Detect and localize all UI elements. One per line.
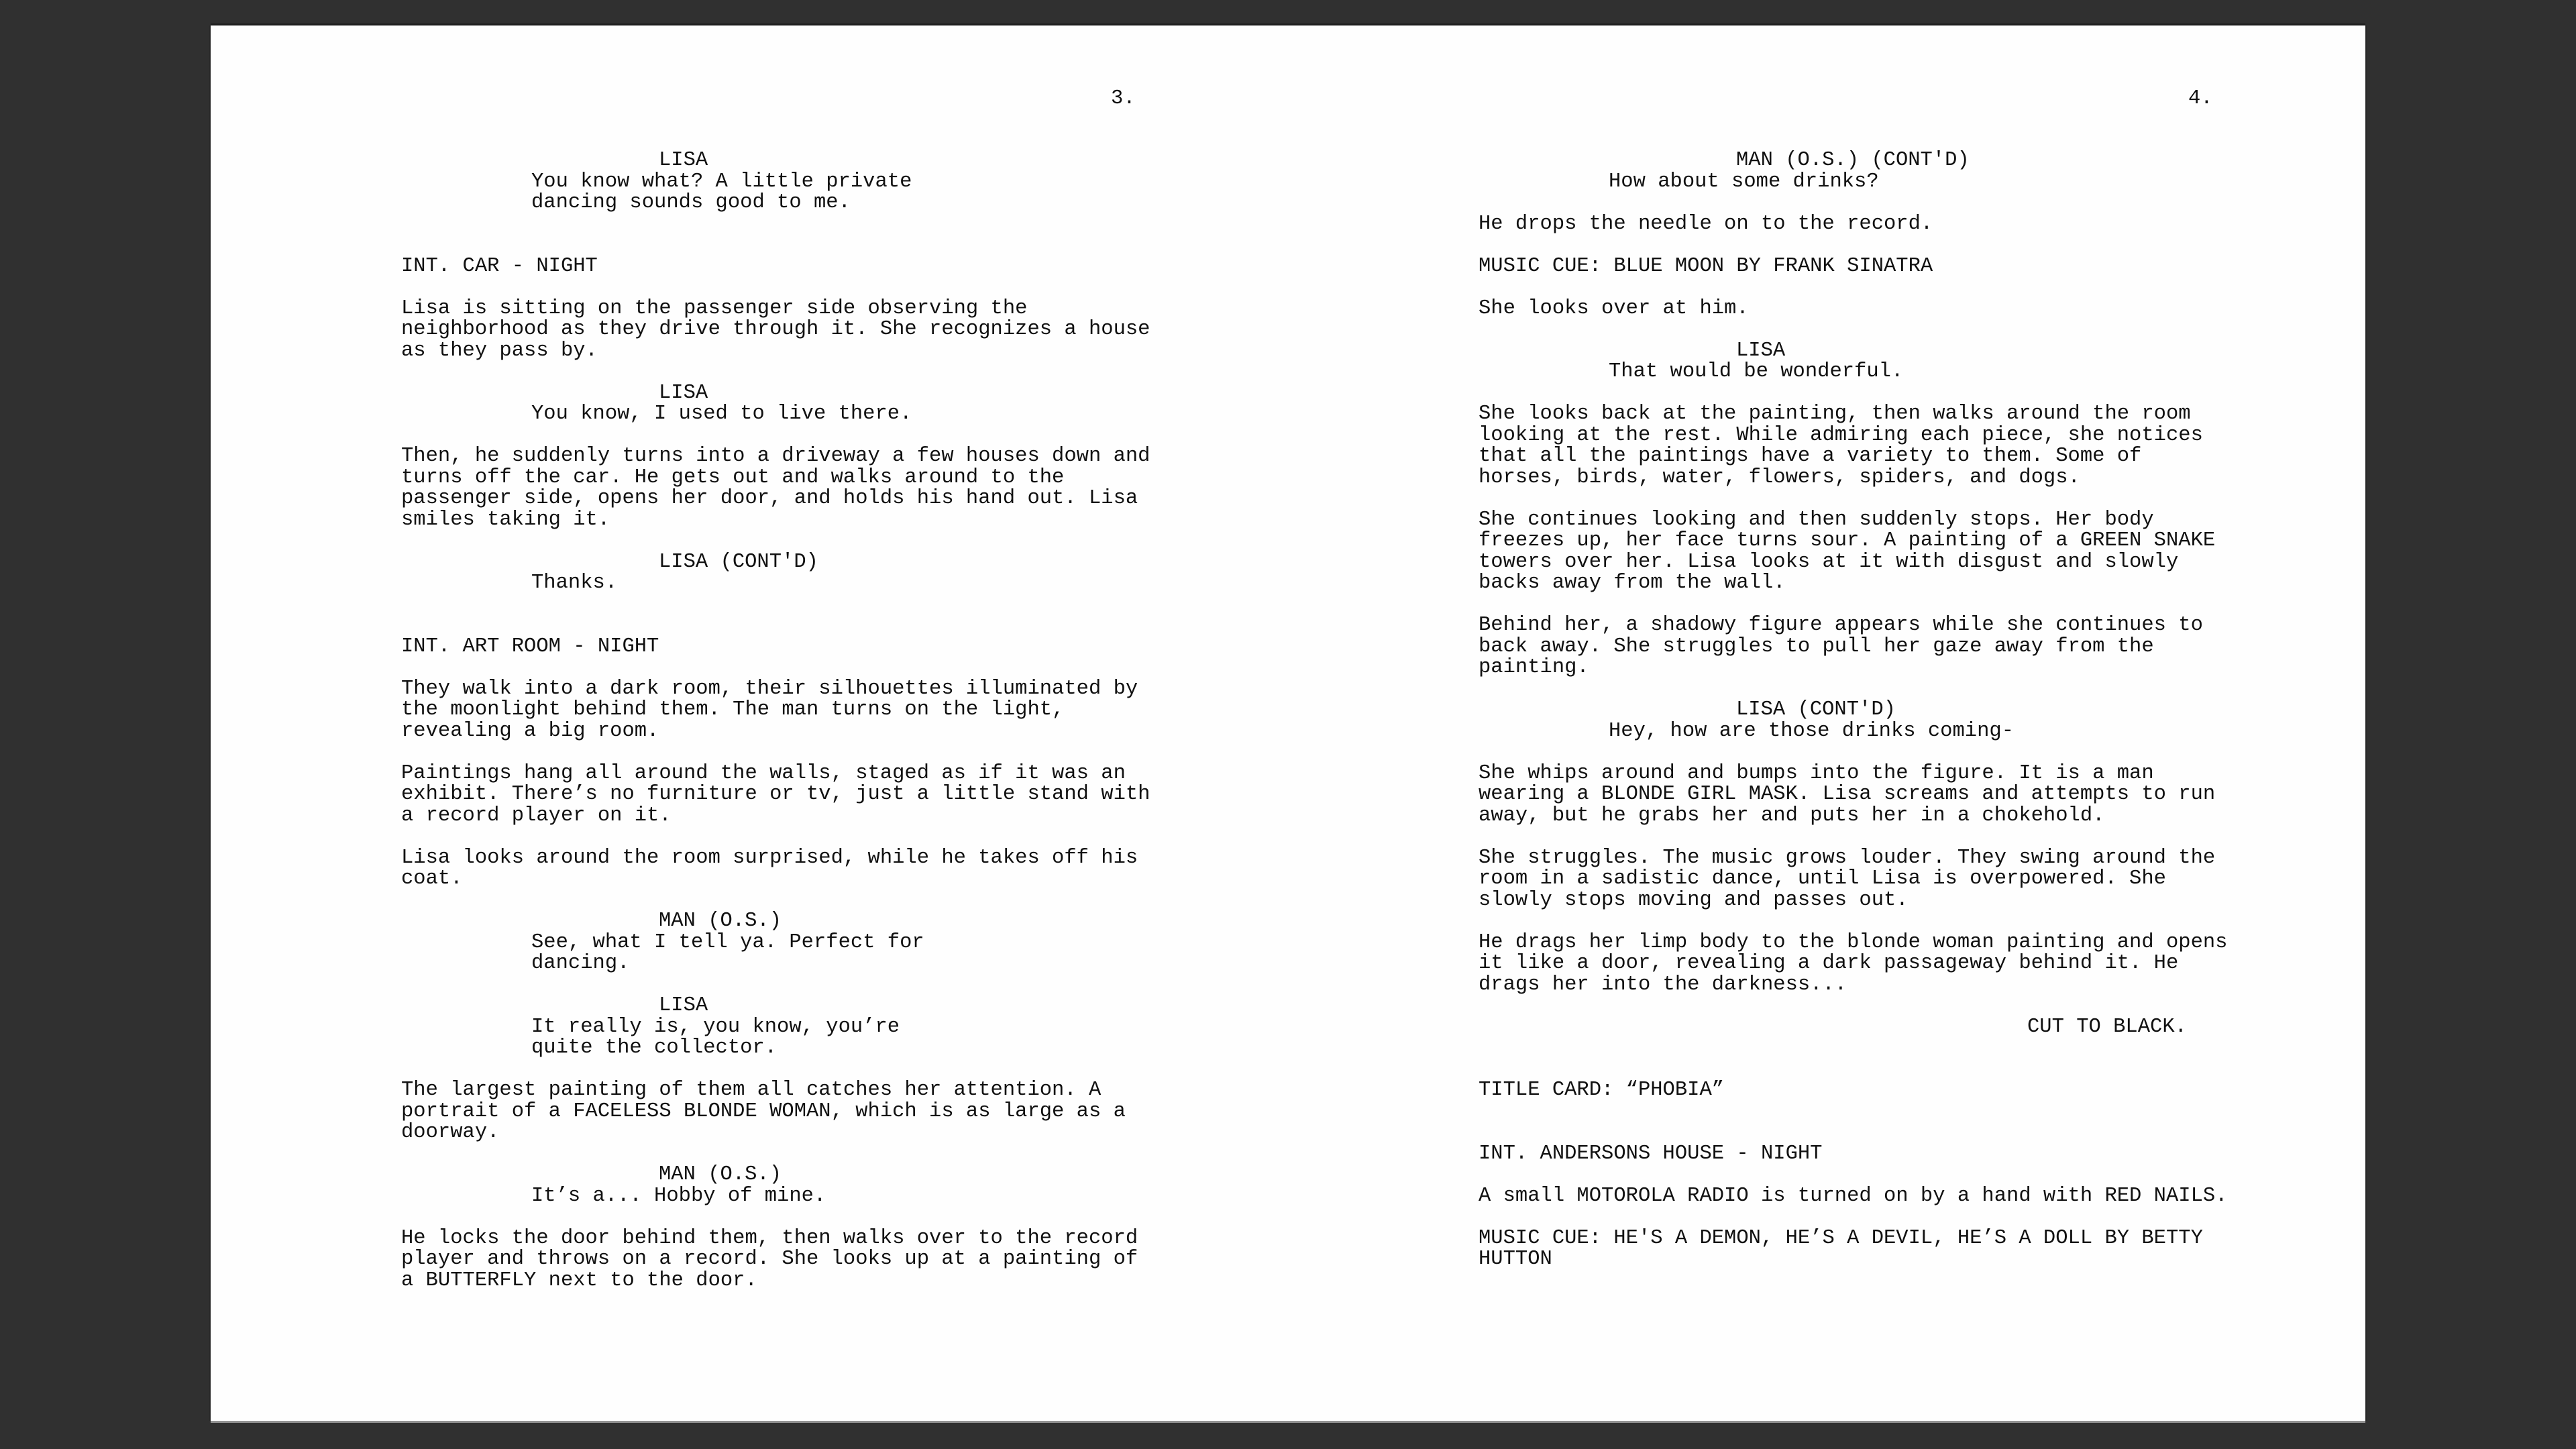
action-block	[1288, 763, 2365, 827]
action-line: A small MOTOROLA RADIO is turned on by a hand with RED NAILS.	[1479, 1184, 2228, 1208]
page-number: 4.	[2188, 87, 2213, 110]
dialogue-block	[211, 996, 1288, 1059]
action-line: drags her into the darkness...	[1479, 973, 1847, 996]
action-line: looking at the rest. While admiring each piece, she notices	[1479, 423, 2203, 447]
action-line: Lisa is sitting on the passenger side observing the	[401, 297, 1028, 320]
action-line: He locks the door behind them, then walks over to the record	[401, 1226, 1138, 1250]
dialogue-block	[1288, 150, 2365, 193]
action-line: Behind her, a shadowy figure appears while she continues to	[1479, 614, 2203, 637]
action-line: She looks over at him.	[1479, 297, 1749, 320]
action-line: The largest painting of them all catches her attention. A	[401, 1079, 1102, 1102]
action-line: backs away from the wall.	[1479, 572, 1786, 594]
action-line: player and throws on a record. She looks up at a painting of	[401, 1248, 1138, 1271]
page-content	[211, 150, 1288, 1291]
action-line: away, but he grabs her and puts her in a chokehold.	[1479, 804, 2105, 827]
character-name: LISA	[659, 149, 708, 172]
dialogue-line: It’s a... Hobby of mine.	[531, 1184, 826, 1208]
action-line: the moonlight behind them. The man turns on the light,	[401, 698, 1065, 721]
action-line: as they pass by.	[401, 339, 598, 362]
dialogue-line: Thanks.	[531, 572, 618, 594]
dialogue-block	[211, 552, 1288, 594]
scene-heading: INT. ANDERSONS HOUSE - NIGHT	[1479, 1142, 1823, 1165]
action-line: She struggles. The music grows louder. They swing around the	[1479, 846, 2216, 869]
scene-block	[211, 637, 1288, 658]
transition: CUT TO BLACK.	[2027, 1015, 2187, 1038]
action-line: slowly stops moving and passes out.	[1479, 888, 1909, 912]
character-name: LISA	[1736, 339, 1786, 362]
action-line: room in a sadistic dance, until Lisa is overpowered. She	[1479, 867, 2166, 890]
action-block	[1288, 932, 2365, 996]
dialogue-block	[211, 150, 1288, 214]
dialogue-block	[1288, 341, 2365, 383]
action-line: freezes up, her face turns sour. A painting of a GREEN SNAKE	[1479, 529, 2216, 552]
action-line: it like a door, revealing a dark passageway behind it. He	[1479, 952, 2179, 975]
action-line: wearing a BLONDE GIRL MASK. Lisa screams and attempts to run	[1479, 783, 2216, 806]
action-line: They walk into a dark room, their silhouettes illuminated by	[401, 677, 1138, 700]
action-line: MUSIC CUE: BLUE MOON BY FRANK SINATRA	[1479, 254, 1933, 278]
action-block	[211, 1228, 1288, 1292]
action-line: Then, he suddenly turns into a driveway a few houses down and	[401, 445, 1150, 468]
dialogue-line: See, what I tell ya. Perfect for	[531, 930, 924, 954]
scene-heading: TITLE CARD: “PHOBIA”	[1479, 1079, 1725, 1102]
action-line: horses, birds, water, flowers, spiders, and dogs.	[1479, 466, 2080, 489]
action-block	[1288, 256, 2365, 278]
action-line: Paintings hang all around the walls, staged as if it was an	[401, 761, 1126, 785]
action-line: a record player on it.	[401, 804, 672, 827]
action-line: smiles taking it.	[401, 508, 610, 531]
dialogue-line: That would be wonderful.	[1609, 360, 1904, 383]
scene-block	[1288, 1080, 2365, 1102]
scene-heading: INT. ART ROOM - NIGHT	[401, 635, 659, 658]
action-block	[1288, 404, 2365, 488]
action-line: He drops the needle on to the record.	[1479, 212, 1933, 235]
action-line: doorway.	[401, 1121, 500, 1144]
action-block	[211, 848, 1288, 890]
dialogue-line: dancing.	[531, 952, 630, 975]
action-block	[211, 299, 1288, 362]
action-line: revealing a big room.	[401, 719, 659, 743]
page-number: 3.	[1111, 87, 1136, 110]
action-block	[1288, 615, 2365, 679]
dialogue-block	[211, 911, 1288, 975]
action-block	[211, 1080, 1288, 1144]
character-name: LISA	[659, 994, 708, 1017]
action-block	[211, 763, 1288, 827]
script-page-3	[211, 25, 1288, 1421]
scene-block	[1288, 1144, 2365, 1165]
action-block	[1288, 214, 2365, 235]
dialogue-line: You know, I used to live there.	[531, 402, 912, 425]
dialogue-line: How about some drinks?	[1609, 170, 1879, 193]
action-line: exhibit. There’s no furniture or tv, just a little stand with	[401, 783, 1150, 806]
dialogue-line: dancing sounds good to me.	[531, 191, 851, 214]
action-line: MUSIC CUE: HE'S A DEMON, HE’S A DEVIL, HE’S A DOLL BY BETTY	[1479, 1226, 2203, 1250]
action-line: Lisa looks around the room surprised, while he takes off his	[401, 846, 1138, 869]
dialogue-line: Hey, how are those drinks coming-	[1609, 719, 2014, 743]
action-line: towers over her. Lisa looks at it with disgust and slowly	[1479, 550, 2179, 574]
dialogue-block	[211, 383, 1288, 425]
dialogue-line: quite the collector.	[531, 1036, 777, 1059]
action-block	[211, 679, 1288, 743]
character-name: LISA	[659, 381, 708, 405]
page-content	[1288, 150, 2365, 1271]
character-name: MAN (O.S.)	[659, 910, 782, 932]
action-block	[1288, 848, 2365, 912]
action-block	[1288, 1228, 2365, 1271]
action-line: passenger side, opens her door, and holds his hand out. Lisa	[401, 487, 1138, 510]
dialogue-block	[211, 1165, 1288, 1207]
action-line: She continues looking and then suddenly stops. Her body	[1479, 508, 2154, 531]
action-line: that all the paintings have a variety to them. Some of	[1479, 445, 2142, 468]
document-spread	[211, 25, 2365, 1421]
action-block	[1288, 299, 2365, 320]
action-line: turns off the car. He gets out and walks around to the	[401, 466, 1065, 489]
action-block	[211, 446, 1288, 531]
action-line: He drags her limp body to the blonde woman painting and opens	[1479, 930, 2228, 954]
action-line: HUTTON	[1479, 1248, 1552, 1271]
character-name: MAN (O.S.) (CONT'D)	[1736, 149, 1970, 172]
dialogue-block	[1288, 700, 2365, 742]
action-line: coat.	[401, 867, 463, 890]
scene-block	[211, 256, 1288, 278]
action-block	[1288, 510, 2365, 594]
transition-block	[1288, 1017, 2365, 1038]
action-line: portrait of a FACELESS BLONDE WOMAN, which is as large as a	[401, 1099, 1126, 1123]
dialogue-line: You know what? A little private	[531, 170, 912, 193]
action-line: neighborhood as they drive through it. She recognizes a house	[401, 318, 1150, 341]
scene-heading: INT. CAR - NIGHT	[401, 254, 598, 278]
character-name: MAN (O.S.)	[659, 1163, 782, 1186]
dialogue-line: It really is, you know, you’re	[531, 1015, 900, 1038]
action-block	[1288, 1186, 2365, 1208]
action-line: She looks back at the painting, then walks around the room	[1479, 402, 2191, 425]
character-name: LISA (CONT'D)	[1736, 698, 1896, 721]
action-line: a BUTTERFLY next to the door.	[401, 1269, 757, 1292]
script-page-4	[1288, 25, 2365, 1421]
action-line: painting.	[1479, 656, 1589, 679]
action-line: She whips around and bumps into the figure. It is a man	[1479, 761, 2154, 785]
character-name: LISA (CONT'D)	[659, 550, 818, 574]
action-line: back away. She struggles to pull her gaze away from the	[1479, 635, 2154, 658]
